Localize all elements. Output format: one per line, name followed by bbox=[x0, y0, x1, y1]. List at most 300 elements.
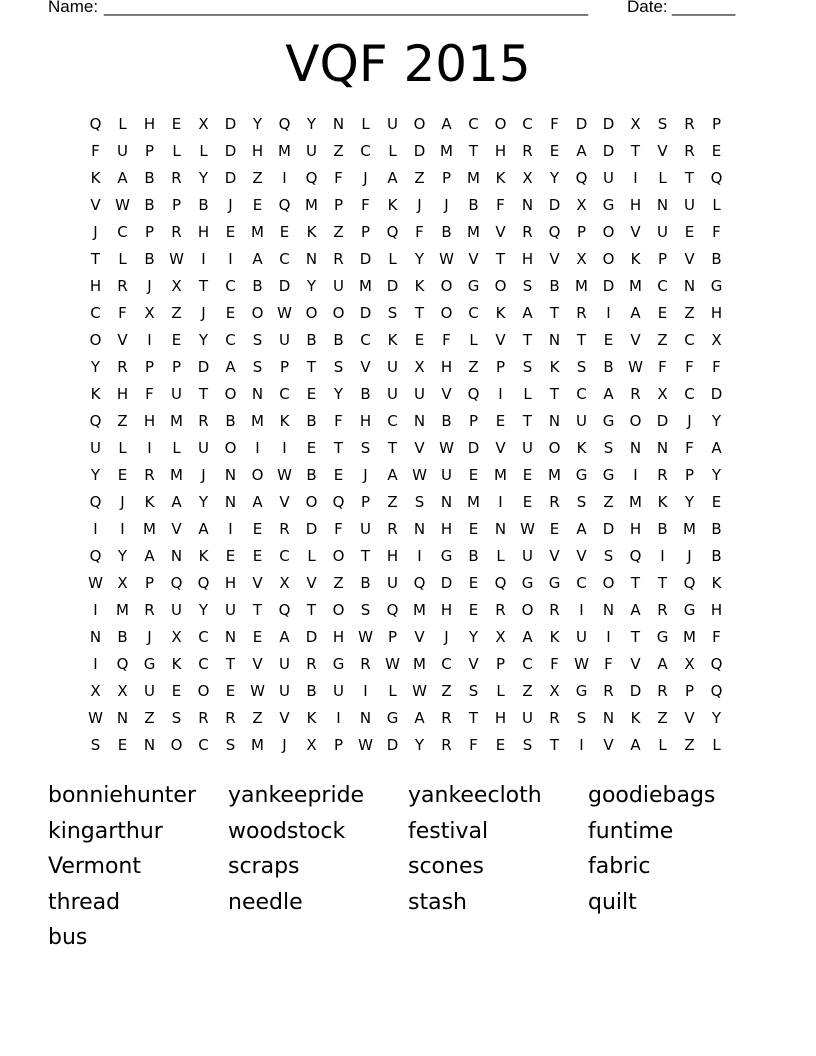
grid-letter: P bbox=[468, 412, 479, 430]
grid-letter: F bbox=[334, 412, 343, 430]
grid-letter: P bbox=[684, 466, 695, 484]
grid-letter: R bbox=[549, 709, 560, 727]
grid-letter: V bbox=[657, 142, 668, 160]
grid-letter: O bbox=[197, 682, 210, 700]
grid-letter: Q bbox=[386, 601, 399, 619]
grid-letter: E bbox=[414, 331, 425, 349]
grid-letter: S bbox=[360, 601, 371, 619]
grid-letter: Q bbox=[710, 169, 723, 187]
grid-letter: Y bbox=[198, 601, 209, 619]
page-title: VQF 2015 bbox=[285, 35, 531, 93]
word-list-item: bus bbox=[48, 925, 88, 951]
word-list-item: fabric bbox=[588, 854, 651, 880]
grid-letter: L bbox=[496, 547, 505, 565]
grid-letter: E bbox=[225, 223, 236, 241]
grid-letter: S bbox=[603, 439, 614, 457]
grid-letter: R bbox=[171, 223, 182, 241]
grid-letter: I bbox=[660, 547, 665, 565]
grid-letter: O bbox=[521, 601, 534, 619]
grid-letter: Z bbox=[333, 142, 344, 160]
grid-letter: E bbox=[171, 331, 182, 349]
grid-letter: X bbox=[117, 682, 128, 700]
grid-letter: I bbox=[93, 601, 98, 619]
grid-letter: P bbox=[387, 628, 398, 646]
grid-letter: N bbox=[602, 601, 615, 619]
grid-letter: V bbox=[279, 493, 290, 511]
grid-letter: U bbox=[198, 439, 209, 457]
grid-letter: A bbox=[171, 493, 182, 511]
grid-letter: X bbox=[684, 655, 695, 673]
grid-letter: Q bbox=[278, 196, 291, 214]
grid-letter: P bbox=[495, 655, 506, 673]
grid-letter: W bbox=[277, 304, 292, 322]
grid-letter: S bbox=[522, 736, 533, 754]
grid-letter: S bbox=[657, 115, 668, 133]
grid-letter: N bbox=[548, 412, 561, 430]
grid-letter: O bbox=[305, 493, 318, 511]
grid-letter: S bbox=[171, 709, 182, 727]
grid-row bbox=[82, 732, 730, 759]
grid-letter: G bbox=[602, 196, 615, 214]
grid-letter: Q bbox=[494, 574, 507, 592]
grid-letter: A bbox=[387, 169, 398, 187]
grid-letter: H bbox=[440, 520, 453, 538]
grid-letter: Z bbox=[252, 709, 263, 727]
grid-letter: F bbox=[496, 196, 505, 214]
grid-letter: E bbox=[117, 736, 128, 754]
grid-letter: A bbox=[225, 358, 236, 376]
grid-letter: J bbox=[444, 196, 449, 214]
grid-letter: R bbox=[144, 601, 155, 619]
grid-letter: V bbox=[549, 547, 560, 565]
grid-letter: S bbox=[468, 682, 479, 700]
grid-letter: L bbox=[118, 250, 127, 268]
grid-letter: C bbox=[90, 304, 101, 322]
grid-letter: Q bbox=[197, 574, 210, 592]
grid-letter: I bbox=[282, 439, 287, 457]
grid-letter: K bbox=[495, 304, 506, 322]
grid-letter: O bbox=[494, 277, 507, 295]
grid-letter: X bbox=[711, 331, 722, 349]
grid-letter: D bbox=[602, 277, 615, 295]
word-list-item: kingarthur bbox=[48, 818, 163, 844]
grid-letter: M bbox=[629, 493, 642, 511]
grid-letter: Q bbox=[710, 682, 723, 700]
word-list-item: yankeepride bbox=[228, 783, 365, 808]
grid-letter: R bbox=[657, 466, 668, 484]
grid-letter: Q bbox=[332, 493, 345, 511]
grid-letter: C bbox=[279, 547, 290, 565]
grid-letter: G bbox=[602, 412, 615, 430]
grid-letter: K bbox=[144, 493, 155, 511]
grid-letter: G bbox=[386, 709, 399, 727]
grid-letter: L bbox=[199, 142, 208, 160]
grid-letter: Q bbox=[575, 169, 588, 187]
grid-letter: M bbox=[683, 520, 696, 538]
grid-letter: Y bbox=[90, 466, 101, 484]
grid-letter: I bbox=[633, 466, 638, 484]
grid-letter: M bbox=[494, 466, 507, 484]
grid-letter: F bbox=[712, 358, 721, 376]
grid-letter: D bbox=[197, 358, 210, 376]
grid-letter: P bbox=[657, 250, 668, 268]
grid-letter: U bbox=[684, 196, 695, 214]
grid-letter: U bbox=[171, 601, 182, 619]
word-list-item: woodstock bbox=[228, 818, 346, 844]
grid-letter: J bbox=[687, 547, 692, 565]
grid-letter: D bbox=[602, 520, 615, 538]
grid-row bbox=[82, 354, 730, 381]
grid-letter: A bbox=[630, 736, 641, 754]
grid-letter: F bbox=[442, 331, 451, 349]
grid-letter: V bbox=[252, 574, 263, 592]
grid-letter: K bbox=[171, 655, 182, 673]
grid-letter: C bbox=[225, 331, 236, 349]
grid-letter: S bbox=[90, 736, 101, 754]
grid-letter: X bbox=[171, 628, 182, 646]
grid-letter: S bbox=[522, 358, 533, 376]
grid-letter: F bbox=[658, 358, 667, 376]
grid-letter: Q bbox=[467, 385, 480, 403]
grid-letter: M bbox=[251, 223, 264, 241]
grid-letter: X bbox=[306, 736, 317, 754]
grid-letter: L bbox=[388, 682, 397, 700]
grid-letter: A bbox=[657, 655, 668, 673]
grid-letter: M bbox=[170, 412, 183, 430]
grid-letter: G bbox=[683, 601, 696, 619]
grid-letter: R bbox=[117, 277, 128, 295]
grid-letter: Q bbox=[278, 115, 291, 133]
grid-letter: E bbox=[522, 466, 533, 484]
grid-letter: A bbox=[522, 304, 533, 322]
grid-letter: B bbox=[603, 358, 614, 376]
grid-letter: L bbox=[523, 385, 532, 403]
grid-row bbox=[82, 408, 730, 435]
grid-letter: L bbox=[712, 196, 721, 214]
grid-letter: R bbox=[684, 115, 695, 133]
grid-letter: R bbox=[144, 466, 155, 484]
grid-letter: D bbox=[359, 250, 372, 268]
grid-letter: Q bbox=[278, 601, 291, 619]
grid-row bbox=[82, 570, 730, 597]
grid-letter: A bbox=[252, 250, 263, 268]
grid-letter: Y bbox=[198, 331, 209, 349]
grid-letter: E bbox=[225, 682, 236, 700]
grid-letter: C bbox=[576, 385, 587, 403]
grid-letter: R bbox=[549, 493, 560, 511]
grid-letter: W bbox=[412, 682, 427, 700]
grid-letter: B bbox=[360, 574, 371, 592]
grid-letter: B bbox=[441, 412, 452, 430]
grid-letter: H bbox=[494, 142, 507, 160]
grid-letter: L bbox=[658, 736, 667, 754]
grid-letter: K bbox=[90, 169, 101, 187]
word-list bbox=[48, 778, 768, 956]
grid-letter: K bbox=[576, 439, 587, 457]
grid-letter: V bbox=[306, 574, 317, 592]
grid-letter: B bbox=[711, 250, 722, 268]
grid-letter: H bbox=[197, 223, 210, 241]
grid-letter: B bbox=[549, 277, 560, 295]
grid-letter: Z bbox=[387, 493, 398, 511]
grid-letter: O bbox=[251, 304, 264, 322]
grid-letter: R bbox=[441, 736, 452, 754]
grid-letter: F bbox=[550, 115, 559, 133]
grid-letter: I bbox=[93, 655, 98, 673]
grid-letter: X bbox=[144, 304, 155, 322]
grid-letter: Y bbox=[711, 709, 722, 727]
grid-letter: I bbox=[579, 736, 584, 754]
grid-letter: D bbox=[413, 142, 426, 160]
grid-letter: D bbox=[656, 412, 669, 430]
grid-letter: G bbox=[656, 628, 669, 646]
grid-letter: P bbox=[144, 358, 155, 376]
grid-letter: T bbox=[225, 655, 236, 673]
grid-letter: S bbox=[333, 358, 344, 376]
grid-row bbox=[82, 138, 730, 165]
grid-letter: I bbox=[606, 628, 611, 646]
grid-letter: T bbox=[522, 331, 533, 349]
grid-letter: H bbox=[143, 115, 156, 133]
grid-letter: G bbox=[602, 466, 615, 484]
grid-letter: X bbox=[117, 574, 128, 592]
grid-letter: N bbox=[629, 439, 642, 457]
grid-letter: Y bbox=[468, 628, 479, 646]
grid-letter: J bbox=[93, 223, 98, 241]
grid-letter: N bbox=[656, 439, 669, 457]
grid-letter: U bbox=[387, 574, 398, 592]
grid-letter: K bbox=[495, 169, 506, 187]
grid-letter: U bbox=[279, 331, 290, 349]
grid-letter: T bbox=[549, 736, 560, 754]
grid-letter: O bbox=[602, 223, 615, 241]
grid-letter: Y bbox=[333, 385, 344, 403]
grid-letter: F bbox=[415, 223, 424, 241]
grid-letter: M bbox=[683, 628, 696, 646]
grid-letter: L bbox=[172, 439, 181, 457]
grid-letter: D bbox=[224, 142, 237, 160]
grid-letter: E bbox=[522, 493, 533, 511]
grid-letter: Y bbox=[684, 493, 695, 511]
grid-letter: R bbox=[657, 601, 668, 619]
grid-letter: S bbox=[603, 547, 614, 565]
grid-letter: N bbox=[359, 709, 372, 727]
grid-letter: I bbox=[336, 709, 341, 727]
grid-row bbox=[82, 165, 730, 192]
grid-letter: O bbox=[332, 304, 345, 322]
grid-letter: U bbox=[279, 655, 290, 673]
grid-letter: T bbox=[549, 304, 560, 322]
grid-letter: I bbox=[633, 169, 638, 187]
grid-letter: M bbox=[575, 277, 588, 295]
grid-letter: U bbox=[387, 358, 398, 376]
grid-letter: F bbox=[712, 223, 721, 241]
grid-letter: T bbox=[630, 142, 641, 160]
grid-letter: V bbox=[576, 547, 587, 565]
grid-letter: K bbox=[306, 709, 317, 727]
grid-letter: N bbox=[143, 736, 156, 754]
grid-letter: P bbox=[576, 223, 587, 241]
grid-letter: A bbox=[117, 169, 128, 187]
grid-letter: K bbox=[387, 331, 398, 349]
grid-letter: R bbox=[306, 655, 317, 673]
grid-letter: V bbox=[684, 709, 695, 727]
grid-letter: B bbox=[306, 466, 317, 484]
grid-letter: X bbox=[522, 169, 533, 187]
grid-letter: E bbox=[279, 223, 290, 241]
grid-letter: O bbox=[332, 601, 345, 619]
grid-letter: W bbox=[277, 466, 292, 484]
grid-letter: N bbox=[224, 493, 237, 511]
grid-letter: K bbox=[387, 196, 398, 214]
grid-letter: O bbox=[305, 304, 318, 322]
grid-letter: B bbox=[306, 412, 317, 430]
name-blank-line: ______________________________________________________ bbox=[104, 0, 588, 16]
grid-letter: J bbox=[363, 169, 368, 187]
grid-letter: C bbox=[198, 736, 209, 754]
grid-letter: E bbox=[468, 574, 479, 592]
grid-letter: R bbox=[630, 385, 641, 403]
grid-letter: P bbox=[711, 115, 722, 133]
grid-letter: U bbox=[576, 628, 587, 646]
grid-letter: I bbox=[228, 250, 233, 268]
grid-letter: N bbox=[656, 196, 669, 214]
grid-letter: V bbox=[252, 655, 263, 673]
grid-row bbox=[82, 678, 730, 705]
grid-letter: F bbox=[334, 169, 343, 187]
grid-letter: G bbox=[548, 574, 561, 592]
grid-letter: W bbox=[115, 196, 130, 214]
grid-letter: H bbox=[386, 547, 399, 565]
grid-letter: Q bbox=[629, 547, 642, 565]
grid-letter: Z bbox=[684, 736, 695, 754]
grid-letter: K bbox=[198, 547, 209, 565]
grid-letter: U bbox=[144, 682, 155, 700]
grid-letter: E bbox=[333, 466, 344, 484]
grid-letter: U bbox=[306, 142, 317, 160]
grid-letter: V bbox=[414, 628, 425, 646]
grid-letter: E bbox=[468, 466, 479, 484]
word-list-item: quilt bbox=[588, 889, 637, 915]
grid-letter: L bbox=[388, 250, 397, 268]
grid-letter: I bbox=[120, 520, 125, 538]
grid-letter: Z bbox=[414, 169, 425, 187]
grid-letter: G bbox=[143, 655, 156, 673]
grid-letter: M bbox=[116, 601, 129, 619]
grid-letter: P bbox=[495, 358, 506, 376]
grid-letter: Q bbox=[89, 493, 102, 511]
grid-letter: Q bbox=[170, 574, 183, 592]
grid-row bbox=[82, 489, 730, 516]
grid-letter: Z bbox=[171, 304, 182, 322]
grid-letter: U bbox=[522, 709, 533, 727]
grid-letter: C bbox=[360, 331, 371, 349]
word-list-item: stash bbox=[408, 889, 467, 915]
grid-letter: R bbox=[117, 358, 128, 376]
grid-letter: P bbox=[171, 196, 182, 214]
grid-letter: M bbox=[305, 196, 318, 214]
grid-letter: L bbox=[388, 142, 397, 160]
grid-letter: R bbox=[522, 142, 533, 160]
grid-letter: T bbox=[630, 574, 641, 592]
grid-letter: H bbox=[710, 304, 723, 322]
word-list-item: scraps bbox=[228, 854, 300, 880]
grid-letter: D bbox=[467, 439, 480, 457]
grid-letter: A bbox=[630, 601, 641, 619]
grid-letter: K bbox=[630, 709, 641, 727]
grid-letter: X bbox=[279, 574, 290, 592]
grid-letter: N bbox=[251, 385, 264, 403]
grid-letter: B bbox=[657, 520, 668, 538]
grid-letter: N bbox=[413, 412, 426, 430]
grid-letter: V bbox=[414, 439, 425, 457]
grid-letter: B bbox=[198, 196, 209, 214]
grid-letter: W bbox=[439, 250, 454, 268]
grid-letter: M bbox=[170, 466, 183, 484]
grid-letter: N bbox=[116, 709, 129, 727]
grid-letter: T bbox=[468, 142, 479, 160]
grid-letter: B bbox=[144, 250, 155, 268]
grid-letter: Y bbox=[306, 115, 317, 133]
grid-letter: C bbox=[468, 115, 479, 133]
grid-letter: O bbox=[224, 385, 237, 403]
grid-letter: X bbox=[414, 358, 425, 376]
grid-letter: X bbox=[576, 196, 587, 214]
grid-letter: J bbox=[687, 412, 692, 430]
grid-letter: I bbox=[363, 682, 368, 700]
grid-letter: U bbox=[657, 223, 668, 241]
grid-letter: I bbox=[228, 520, 233, 538]
grid-letter: B bbox=[711, 547, 722, 565]
grid-letter: K bbox=[90, 385, 101, 403]
grid-letter: I bbox=[147, 439, 152, 457]
grid-letter: K bbox=[549, 358, 560, 376]
grid-letter: D bbox=[575, 115, 588, 133]
grid-letter: N bbox=[548, 331, 561, 349]
grid-letter: E bbox=[603, 331, 614, 349]
grid-letter: O bbox=[170, 736, 183, 754]
grid-letter: N bbox=[494, 520, 507, 538]
letter-grid bbox=[82, 111, 730, 759]
grid-letter: S bbox=[414, 493, 425, 511]
grid-letter: O bbox=[224, 439, 237, 457]
grid-letter: U bbox=[387, 115, 398, 133]
grid-letter: J bbox=[147, 277, 152, 295]
grid-letter: D bbox=[224, 115, 237, 133]
grid-letter: B bbox=[225, 412, 236, 430]
grid-letter: Q bbox=[116, 655, 129, 673]
grid-letter: J bbox=[363, 466, 368, 484]
grid-letter: W bbox=[358, 628, 373, 646]
grid-letter: C bbox=[576, 574, 587, 592]
grid-letter: I bbox=[498, 385, 503, 403]
grid-letter: I bbox=[201, 250, 206, 268]
grid-letter: I bbox=[255, 439, 260, 457]
grid-letter: B bbox=[711, 520, 722, 538]
grid-letter: C bbox=[279, 250, 290, 268]
grid-letter: V bbox=[468, 250, 479, 268]
grid-letter: A bbox=[603, 385, 614, 403]
grid-letter: A bbox=[252, 493, 263, 511]
grid-letter: Y bbox=[252, 115, 263, 133]
grid-letter: L bbox=[712, 736, 721, 754]
grid-letter: T bbox=[576, 331, 587, 349]
grid-letter: H bbox=[332, 628, 345, 646]
grid-letter: E bbox=[306, 385, 317, 403]
grid-letter: M bbox=[629, 277, 642, 295]
grid-letter: B bbox=[468, 547, 479, 565]
grid-letter: J bbox=[444, 628, 449, 646]
